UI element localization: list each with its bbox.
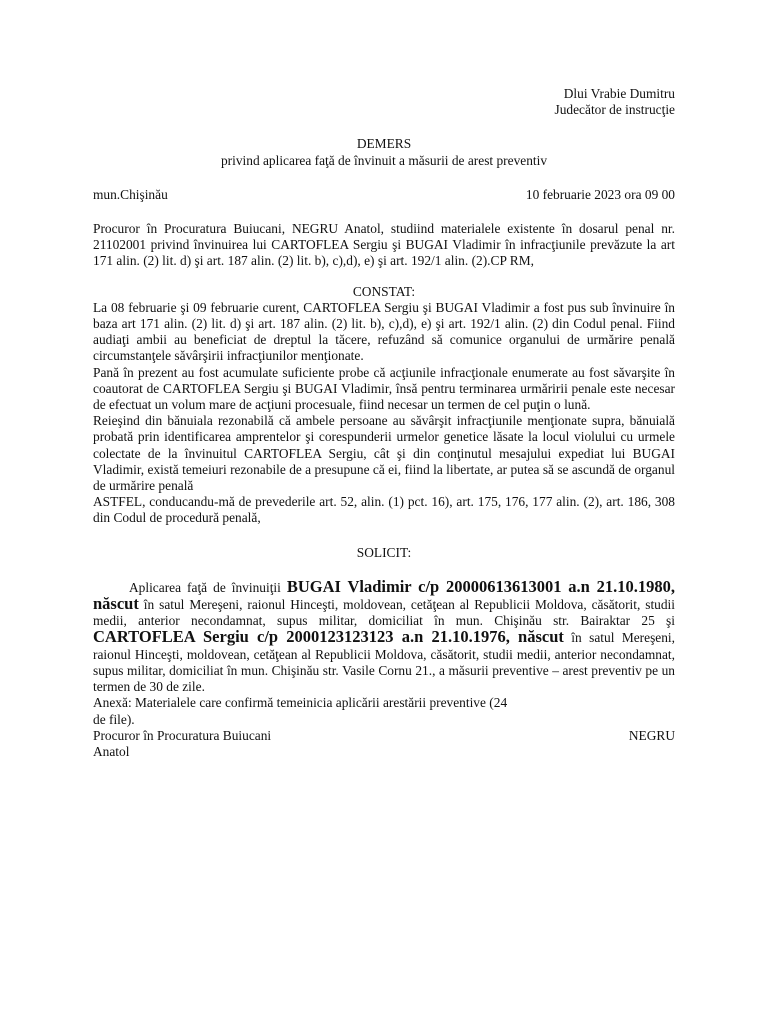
person1-identity: BUGAI Vladimir c/p 20000613613001 a.n 21.10.1980, născut bbox=[93, 576, 675, 614]
annex-line-1: Anexă: Materialele care confirmă temeinicia aplicării arestării preventive (24 bbox=[93, 695, 508, 711]
constat-paragraph-1: La 08 februarie şi 09 februarie curent, CARTOFLEA Sergiu şi BUGAI Vladimir a fost pus sub învinuire în baza art 171 alin. (2) lit. d) şi art. 187 alin. (2) lit. b), c),d), e) şi art. 192/1 alin. (2) din Codul penal. Fiind audiaţi ambii au beneficiat de dreptul la tăcere, refuzând să comunice organului de urmărire penală circumstanţele săvârşirii infracţiunilor menţionate. bbox=[93, 299, 675, 364]
addressee-block bbox=[93, 86, 675, 118]
person2-details: în satul Mereşeni, raionul Hinceşti, moldovean, cetăţean al Republicii Moldova, căsătorit, studii medii, anterior necondamnat, supus militar, domiciliat în mun. Chişinău str. Vasile Cornu 21., a măsurii preventive – arest preventiv pe un termen de 30 de zile. bbox=[93, 630, 676, 695]
solicit-lead: Aplicarea faţă de învinuiţii bbox=[129, 579, 287, 595]
addressee-name: Dlui Vrabie Dumitru bbox=[563, 86, 675, 101]
constat-paragraph-3: Reieşind din bănuiala rezonabilă că ambele persoane au săvârşit infracţiunile menţionate supra, bănuială probată prin identificarea amprentelor şi corespunderii urmelor genetice lăsate la locul violului cu urmele colectate de la învinuitul CARTOFLEA Sergiu, cât şi din conţinutul mesajului expediat lui BUGAI Vladimir, există temeiuri rezonabile de a presupune că ei, fiind la libertate, ar putea să se ascundă de organul de urmărire penală bbox=[93, 413, 675, 494]
document-title: DEMERS bbox=[356, 136, 412, 152]
signature-position: Procuror în Procuratura Buiucani bbox=[93, 727, 272, 743]
date: 10 februarie 2023 ora 09 00 bbox=[525, 186, 675, 202]
solicit-paragraph bbox=[93, 576, 676, 695]
addressee-role: Judecător de instrucţie bbox=[554, 102, 675, 118]
place-date-row bbox=[93, 187, 675, 203]
document-subtitle: privind aplicarea faţă de învinuit a măsurii de arest preventiv bbox=[220, 152, 548, 168]
person1-details: în satul Mereşeni, raionul Hinceşti, moldovean, cetăţean al Republicii Moldova, căsătorit, studii medii, anterior necondamnat, supus militar, domiciliat în mun. Chişinău str. Bairaktar 25 şi bbox=[93, 597, 675, 629]
document-page bbox=[93, 86, 675, 760]
solicit-heading: SOLICIT: bbox=[356, 544, 412, 560]
signature-given-name: Anatol bbox=[93, 743, 130, 759]
signature-surname: NEGRU bbox=[628, 727, 675, 743]
constat-heading: CONSTAT: bbox=[352, 283, 416, 299]
person2-identity: CARTOFLEA Sergiu c/p 2000123123123 a.n 21.10.1976, născut bbox=[93, 627, 564, 647]
annex-line-2: de file). bbox=[93, 711, 135, 727]
place: mun.Chişinău bbox=[93, 186, 168, 202]
signature-row bbox=[93, 728, 675, 744]
constat-paragraph-2: Pană în prezent au fost acumulate suficiente probe că acţiunile infracţionale enumerate au fost săvarşite în coautorat de CARTOFLEA Sergiu şi BUGAI Vladimir, însă pentru terminarea urmăririi penale este necesar de efectuat un volum mare de acţiuni procesuale, fiind necesar un termen de cel puţin o lună. bbox=[93, 364, 675, 413]
constat-paragraph-4: ASTFEL, conducandu-mă de prevederile art. 52, alin. (1) pct. 16), art. 175, 176, 177 alin. (2), art. 186, 308 din Codul de procedură penală, bbox=[93, 494, 675, 526]
intro-paragraph: Procuror în Procuratura Buiucani, NEGRU Anatol, studiind materialele existente în dosarul penal nr. 21102001 privind învinuirea lui CARTOFLEA Sergiu şi BUGAI Vladimir în infracţiunile prevăzute la art 171 alin. (2) lit. d) şi art. 187 alin. (2) lit. b), c),d), e) şi art. 192/1 alin. (2).CP RM, bbox=[93, 221, 675, 269]
